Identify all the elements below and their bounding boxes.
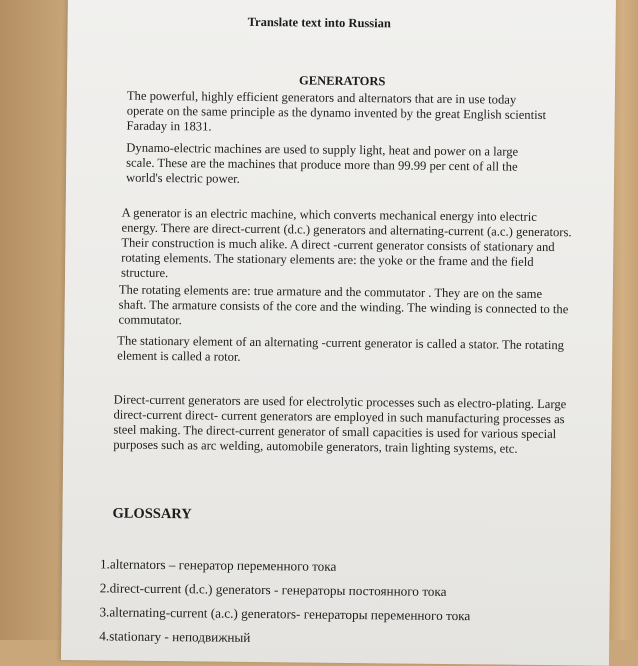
glossary-item: 3.alternating-current (a.c.) generators- генераторы переменного тока: [99, 604, 471, 624]
paragraph-2: Dynamo-electric machines are used to supply light, heat and power on a large scale. These are the machines that produce more than 99.99 per cent of all the world's electric power.: [125, 140, 519, 186]
paragraph-3: A generator is an electric machine, which converts mechanical energy into electric energy. There are direct-current (d.c.) generators and alternating-current (a.c.) generators. Their construction is much alike. A direct -current generator consists of stationary and rotating elements. The stationary elements are: the yoke or the frame and the field structure.: [120, 205, 572, 280]
document-page: [61, 0, 616, 666]
paragraph-5: The stationary element of an alternating -current generator is called a stator. The rotating element is called a rotor.: [117, 333, 565, 364]
paragraph-6: Direct-current generators are used for electrolytic processes such as electro-plating. Large direct-current direct- current generators are employed in such manufacturing processes as steel making. The direct-current generator of small capacities is used for various special purposes such as arc welding, automobile generators, train lighting systems, etc.: [113, 392, 567, 456]
glossary-item: 2.direct-current (d.c.) generators - генераторы постоянного тока: [99, 580, 447, 599]
page-title: GENERATORS: [298, 73, 386, 89]
table-surface-left: [0, 0, 70, 640]
paragraph-4: The rotating elements are: true armature and the commutator . They are on the same shaft. The armature consists of the core and the winding. The winding is connected to the commutator.: [118, 282, 569, 328]
paragraph-1: The powerful, highly efficient generators and alternators that are in use today operate on the same principle as the dynamo invented by the great English scientist Faraday in 1831.: [126, 88, 547, 134]
glossary-item: 1.alternators – генератор переменного тока: [99, 556, 337, 574]
header-instruction: Translate text into Russian: [247, 14, 391, 31]
glossary-item: 4.stationary - неподвижный: [99, 628, 251, 645]
glossary-heading: GLOSSARY: [112, 505, 192, 523]
